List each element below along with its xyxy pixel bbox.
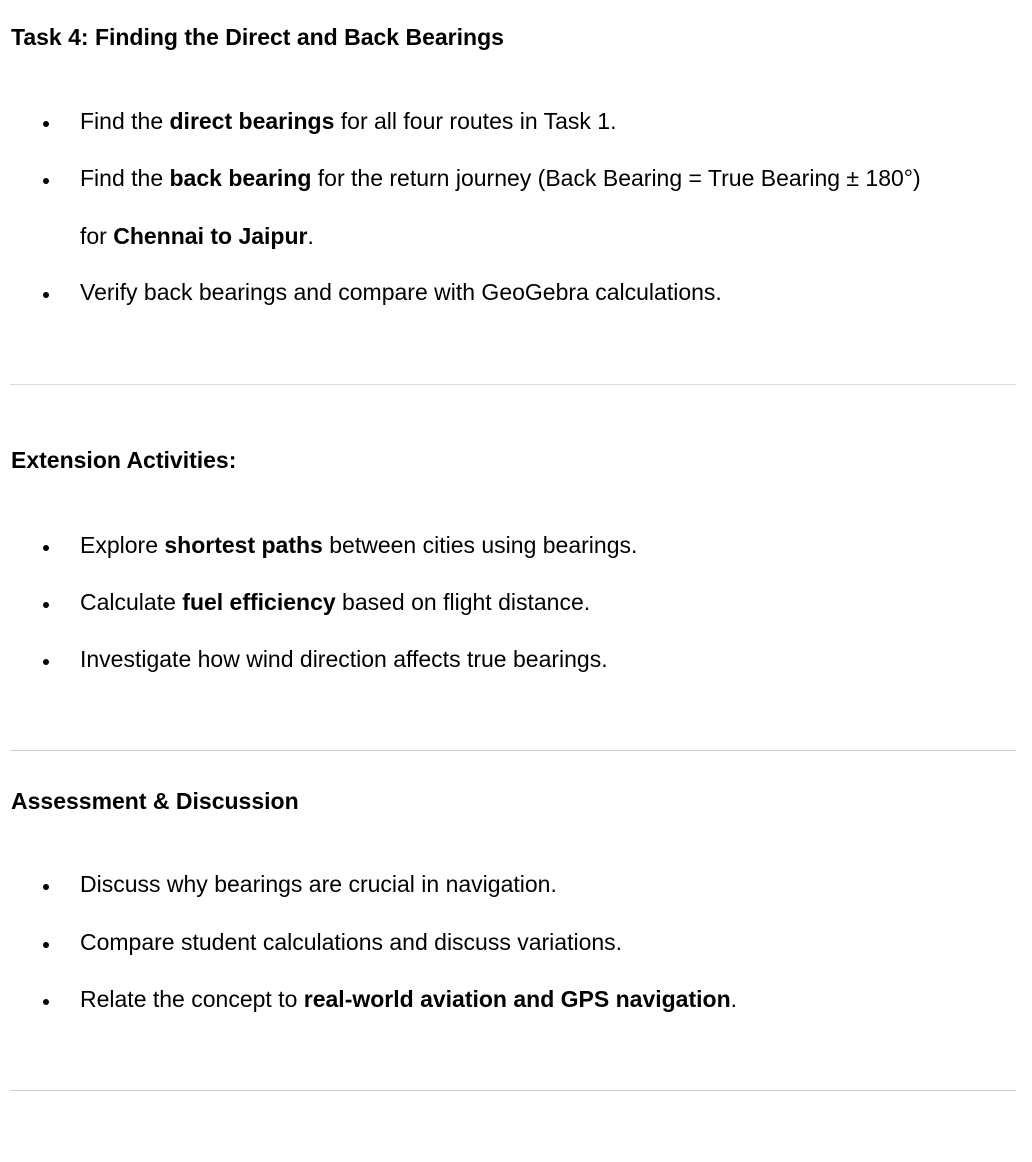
list-item xyxy=(80,167,921,190)
list-item xyxy=(80,648,608,671)
bullet-icon xyxy=(43,942,49,948)
item-text: for xyxy=(80,223,114,249)
item-text: Investigate how wind direction affects true bearings. xyxy=(80,646,608,672)
task4-heading: Task 4: Finding the Direct and Back Bearings xyxy=(11,24,504,50)
bullet-icon xyxy=(43,545,49,551)
bullet-icon xyxy=(43,602,49,608)
list-item-continuation xyxy=(80,225,314,248)
item-text: Calculate xyxy=(80,589,183,615)
list-item xyxy=(80,281,722,304)
item-text: Discuss why bearings are crucial in navigation. xyxy=(80,871,557,897)
item-text: Explore xyxy=(80,532,165,558)
bullet-icon xyxy=(43,884,49,890)
bullet-icon xyxy=(43,999,49,1005)
item-text: based on flight distance. xyxy=(335,589,591,615)
list-item xyxy=(80,988,737,1011)
bullet-icon xyxy=(43,121,49,127)
list-item xyxy=(80,931,622,954)
item-text: Verify back bearings and compare with GeoGebra calculations. xyxy=(80,279,722,305)
section-divider xyxy=(10,1090,1016,1091)
item-bold-text: real-world aviation and GPS navigation xyxy=(303,986,731,1012)
list-item xyxy=(80,534,637,557)
assessment-heading: Assessment & Discussion xyxy=(11,788,299,814)
section-divider xyxy=(10,384,1016,385)
extension-heading: Extension Activities: xyxy=(11,447,237,473)
item-text: . xyxy=(307,223,314,249)
item-bold-text: back bearing xyxy=(169,165,312,191)
item-text: Relate the concept to xyxy=(80,986,304,1012)
item-text: between cities using bearings. xyxy=(322,532,638,558)
item-text: for all four routes in Task 1. xyxy=(334,108,617,134)
item-bold-text: shortest paths xyxy=(164,532,323,558)
list-item xyxy=(80,591,590,614)
item-text: Find the xyxy=(80,165,170,191)
bullet-icon xyxy=(43,659,49,665)
item-bold-text: Chennai to Jaipur xyxy=(113,223,308,249)
bullet-icon xyxy=(43,178,49,184)
item-text: Compare student calculations and discuss variations. xyxy=(80,929,623,955)
item-text: for the return journey (Back Bearing = True Bearing ± 180°) xyxy=(311,165,921,191)
bullet-icon xyxy=(43,292,49,298)
section-divider xyxy=(10,750,1016,751)
item-text: Find the xyxy=(80,108,170,134)
item-bold-text: direct bearings xyxy=(169,108,335,134)
item-text: . xyxy=(730,986,738,1012)
list-item xyxy=(80,873,557,896)
item-bold-text: fuel efficiency xyxy=(182,589,336,615)
list-item xyxy=(80,110,617,133)
